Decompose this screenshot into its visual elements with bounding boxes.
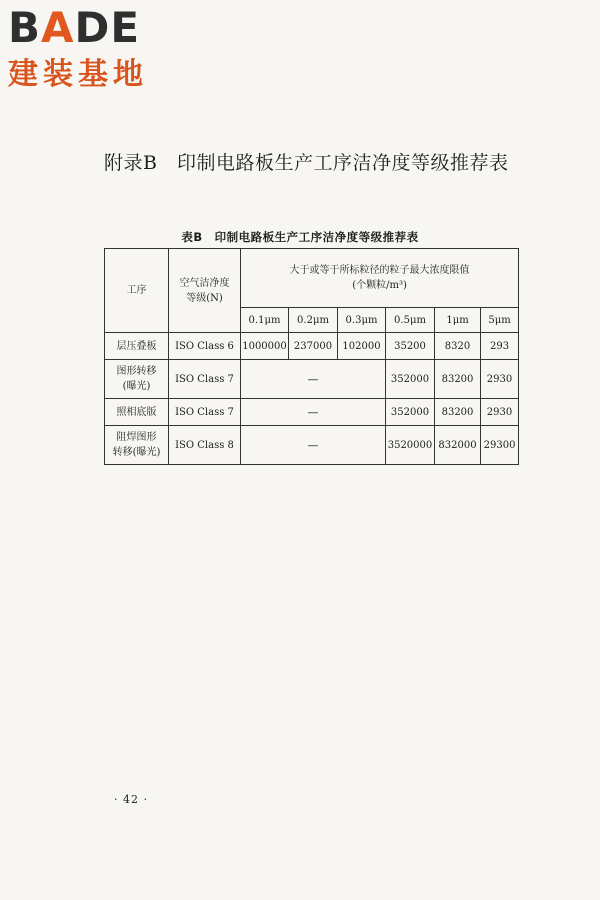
value-cell: 83200	[435, 360, 481, 399]
process-cell: 图形转移 (曝光)	[105, 360, 169, 399]
merged-dash-cell: —	[241, 426, 386, 465]
table-row	[105, 360, 519, 399]
table-caption: 表B 印制电路板生产工序洁净度等级推荐表	[181, 230, 419, 244]
process-cell: 阻焊图形 转移(曝光)	[105, 426, 169, 465]
header-size: 1μm	[435, 308, 481, 333]
table-row	[105, 333, 519, 360]
logo-chinese-text: 建装基地	[8, 57, 148, 92]
value-cell: 1000000	[241, 333, 289, 360]
header-concentration-limit: 大于或等于所标粒径的粒子最大浓度限值 (个颗粒/m³)	[241, 249, 519, 308]
process-cell: 照相底版	[105, 399, 169, 426]
table-row	[105, 399, 519, 426]
logo-wordmark: BADE	[8, 3, 141, 52]
value-cell: 2930	[481, 360, 519, 399]
value-cell: 8320	[435, 333, 481, 360]
merged-dash-cell: —	[241, 399, 386, 426]
header-size: 0.5μm	[386, 308, 435, 333]
class-cell: ISO Class 6	[169, 333, 241, 360]
value-cell: 102000	[338, 333, 386, 360]
header-process: 工序	[105, 249, 169, 333]
value-cell: 832000	[435, 426, 481, 465]
value-cell: 352000	[386, 360, 435, 399]
value-cell: 352000	[386, 399, 435, 426]
header-size: 5μm	[481, 308, 519, 333]
header-size: 0.1μm	[241, 308, 289, 333]
appendix-title: 附录B 印制电路板生产工序洁净度等级推荐表	[104, 152, 509, 174]
header-size: 0.3μm	[338, 308, 386, 333]
class-cell: ISO Class 7	[169, 360, 241, 399]
value-cell: 83200	[435, 399, 481, 426]
class-cell: ISO Class 8	[169, 426, 241, 465]
header-cleanliness-class: 空气洁净度 等级(N)	[169, 249, 241, 333]
table-row	[105, 426, 519, 465]
value-cell: 35200	[386, 333, 435, 360]
class-cell: ISO Class 7	[169, 399, 241, 426]
page-number: · 42 ·	[114, 793, 148, 806]
value-cell: 2930	[481, 399, 519, 426]
bade-logo	[6, 4, 176, 96]
value-cell: 293	[481, 333, 519, 360]
process-cell: 层压叠板	[105, 333, 169, 360]
merged-dash-cell: —	[241, 360, 386, 399]
cleanliness-table	[104, 248, 519, 465]
header-size: 0.2μm	[289, 308, 338, 333]
value-cell: 237000	[289, 333, 338, 360]
value-cell: 3520000	[386, 426, 435, 465]
value-cell: 29300	[481, 426, 519, 465]
